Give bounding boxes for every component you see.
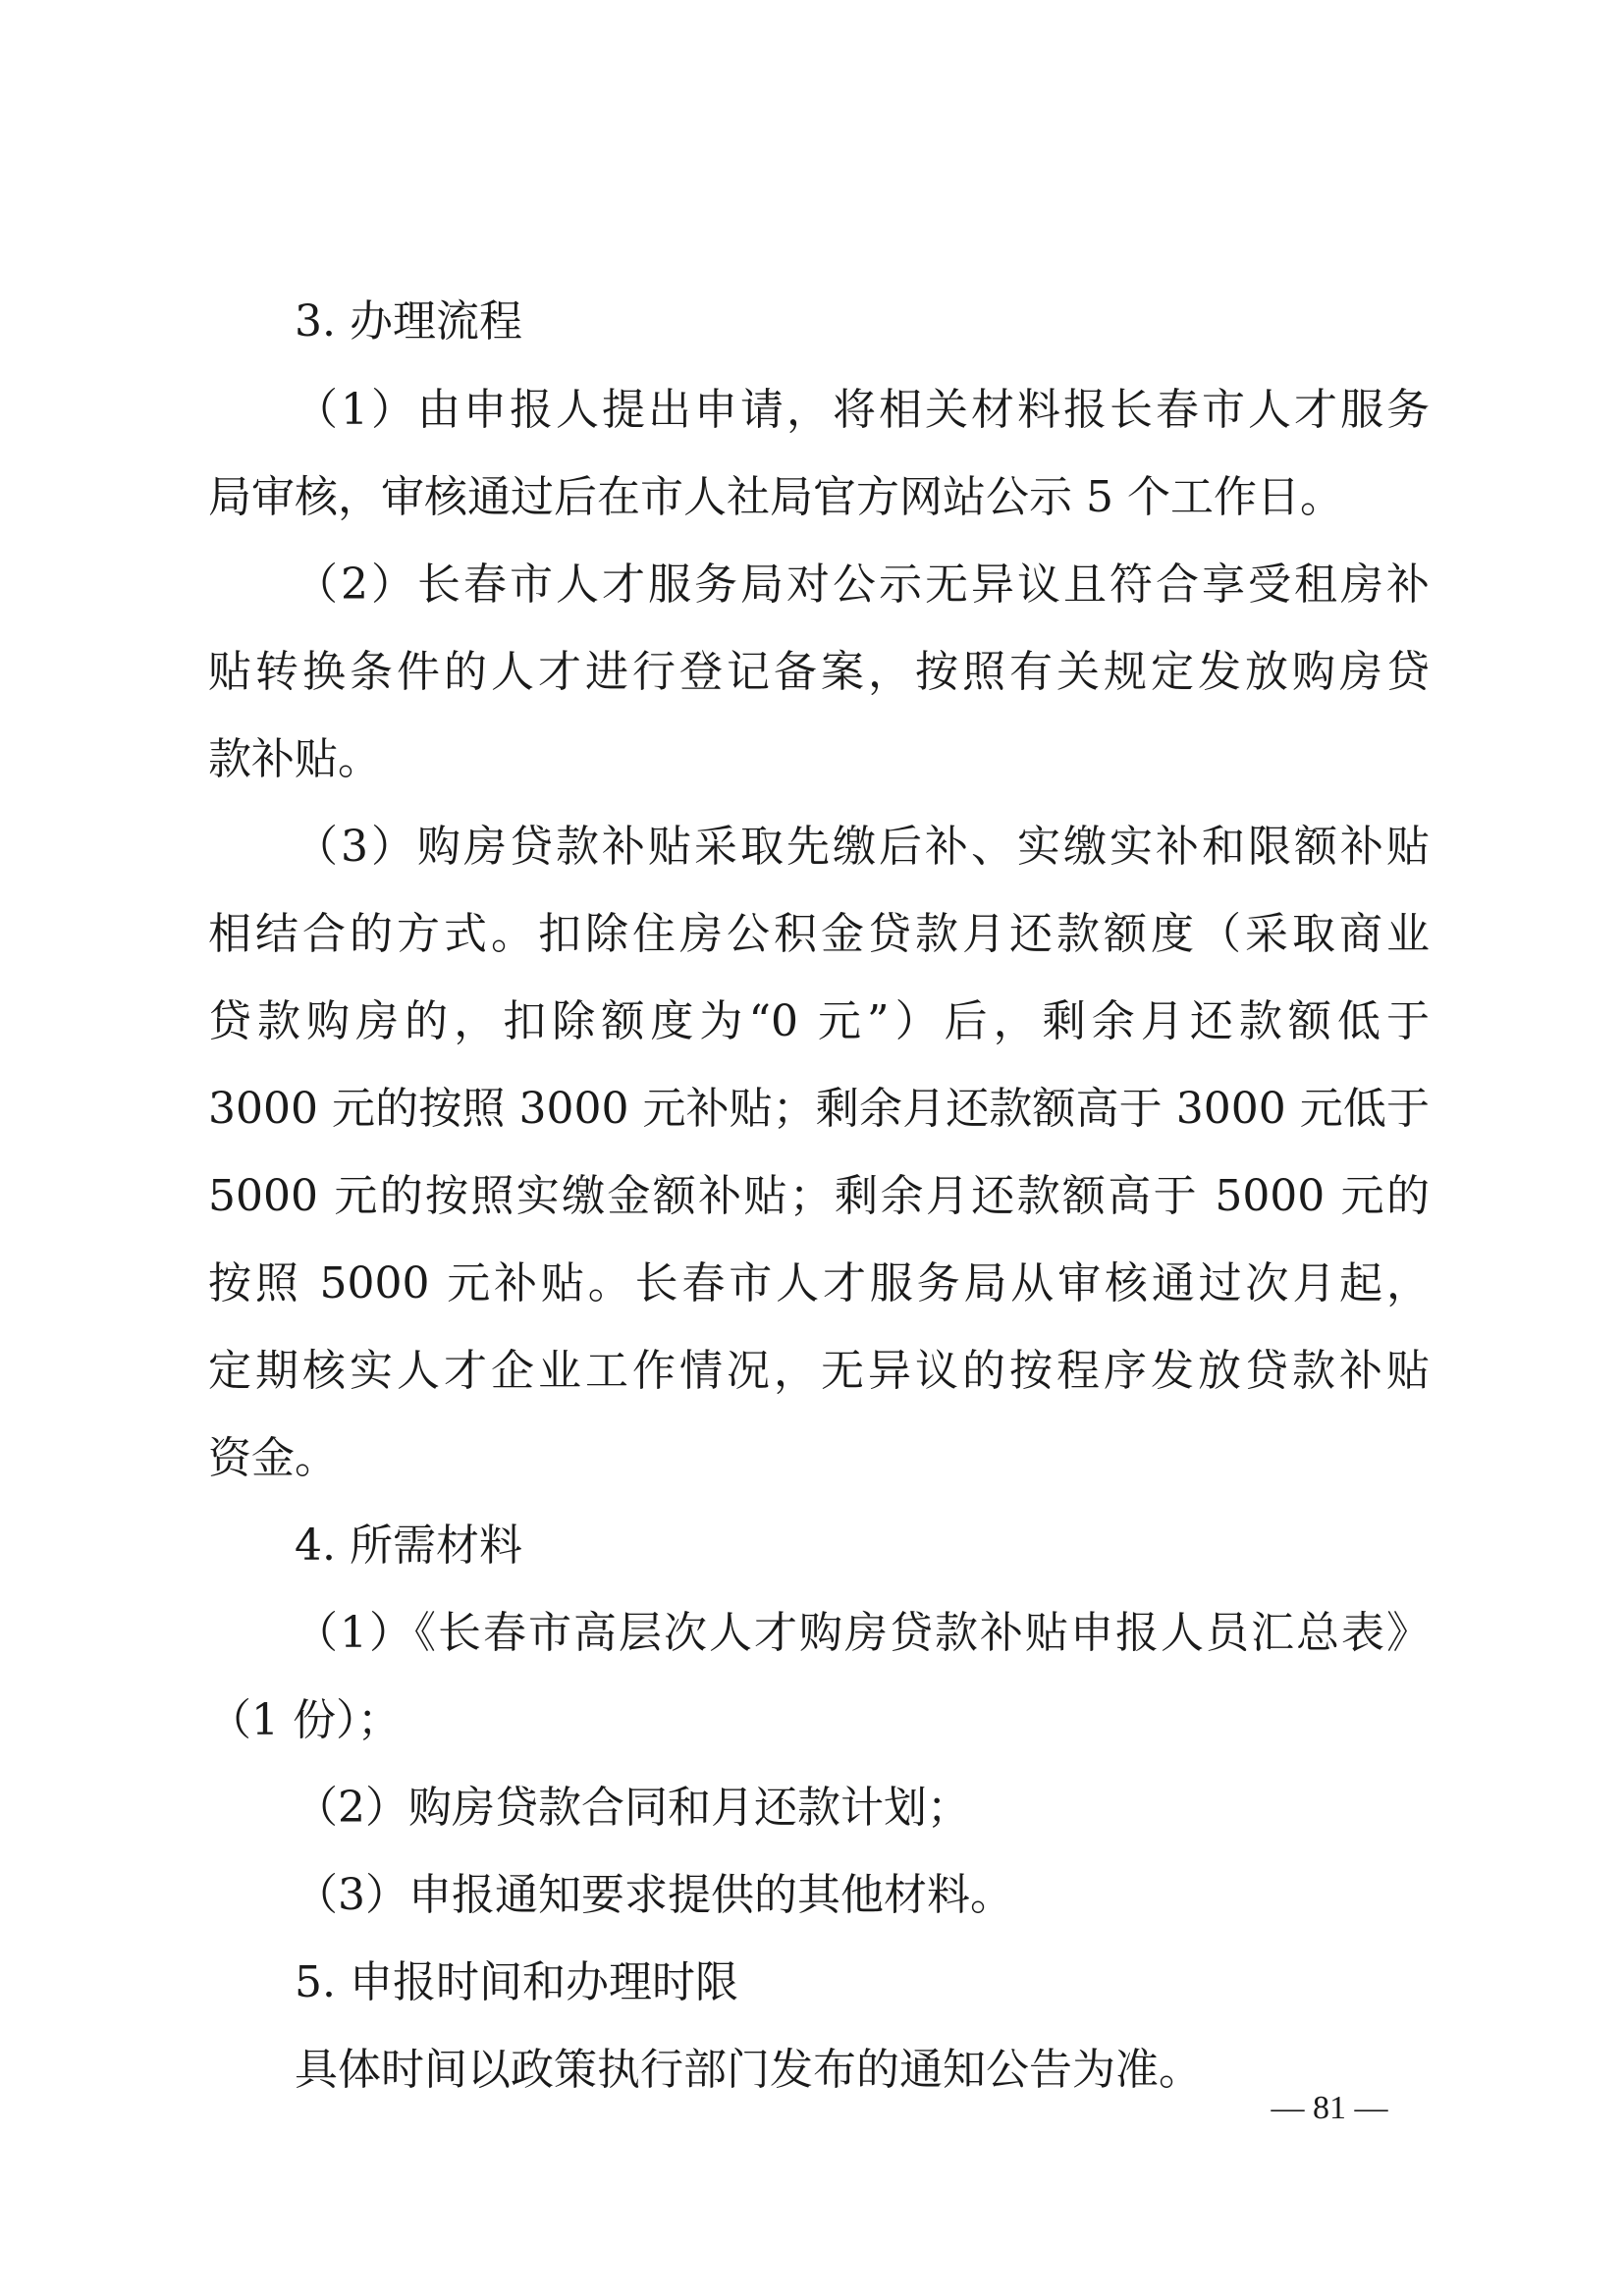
section-3-item-3-line-4: 3000 元的按照 3000 元补贴；剩余月还款额高于 3000 元低于 (208, 1084, 1430, 1134)
section-3-item-2-line-3: 款补贴。 (208, 734, 381, 784)
section-3-item-1-line-2: 局审核，审核通过后在市人社局官方网站公示 5 个工作日。 (208, 472, 1343, 522)
section-3-item-3-line-5: 5000 元的按照实缴金额补贴；剩余月还款额高于 5000 元的 (208, 1171, 1430, 1221)
page-number: — 81 — (1271, 2090, 1388, 2126)
section-3-item-3-line-3: 贷款购房的，扣除额度为“0 元”）后，剩余月还款额低于 (208, 996, 1430, 1046)
section-5-body: 具体时间以政策执行部门发布的通知公告为准。 (295, 2045, 1202, 2095)
section-3-item-3-line-8: 资金。 (208, 1433, 338, 1483)
section-3-item-3-line-6: 按照 5000 元补贴。长春市人才服务局从审核通过次月起， (208, 1258, 1430, 1308)
section-4-item-2: （2）购房贷款合同和月还款计划； (295, 1783, 970, 1833)
section-4-item-3: （3）申报通知要求提供的其他材料。 (295, 1870, 1013, 1920)
section-5-heading: 5. 申报时间和办理时限 (295, 1957, 738, 2007)
section-4-item-1-line-1: （1）《长春市高层次人才购房贷款补贴申报人员汇总表》 (295, 1608, 1430, 1658)
section-3-item-3-line-7: 定期核实人才企业工作情况，无异议的按程序发放贷款补贴 (208, 1346, 1430, 1396)
section-3-item-3-line-1: （3）购房贷款补贴采取先缴后补、实缴实补和限额补贴 (295, 822, 1430, 872)
section-3-item-2-line-1: （2）长春市人才服务局对公示无异议且符合享受租房补 (295, 560, 1430, 610)
section-4-heading: 4. 所需材料 (295, 1521, 522, 1571)
section-3-item-2-line-2: 贴转换条件的人才进行登记备案，按照有关规定发放购房贷 (208, 647, 1430, 697)
section-4-item-1-line-2: （1 份）； (208, 1695, 401, 1745)
section-3-item-1-line-1: （1）由申报人提出申请，将相关材料报长春市人才服务 (295, 385, 1430, 435)
section-3-heading: 3. 办理流程 (295, 296, 522, 347)
section-3-item-3-line-2: 相结合的方式。扣除住房公积金贷款月还款额度（采取商业 (208, 909, 1430, 959)
